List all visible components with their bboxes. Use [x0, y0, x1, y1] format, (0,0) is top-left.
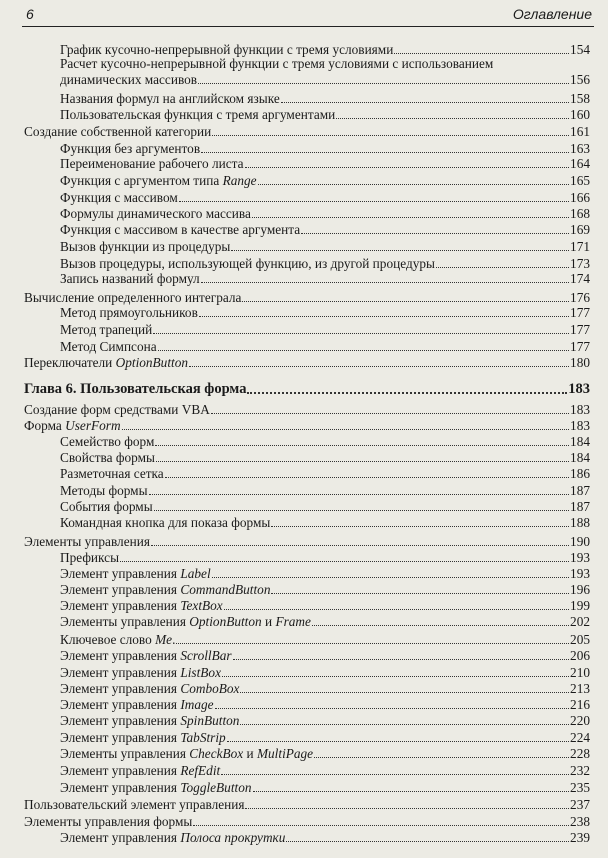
toc-entry-text: Переименование рабочего листа: [60, 156, 244, 171]
toc-entry-label: [60, 746, 313, 761]
running-title: Оглавление: [512, 6, 592, 22]
toc-entry[interactable]: [60, 697, 590, 712]
toc-page-number: 188: [570, 515, 590, 530]
toc-page-number: 168: [570, 206, 590, 221]
dot-leader: [271, 593, 569, 594]
dot-leader: [176, 643, 569, 644]
toc-page-number: 154: [570, 42, 590, 57]
dot-leader: [247, 392, 567, 394]
toc-entry-text: Элемент управления: [60, 582, 181, 597]
toc-entry-label: [60, 550, 119, 565]
toc-entry[interactable]: [60, 632, 590, 647]
toc-entry[interactable]: [60, 763, 590, 778]
dot-leader: [222, 676, 569, 677]
toc-page-number: 177: [570, 322, 590, 337]
toc-entry[interactable]: [60, 271, 590, 286]
toc-entry[interactable]: [60, 598, 590, 613]
toc-page-number: 206: [570, 648, 590, 663]
toc-entry-label: [60, 730, 226, 745]
toc-entry-italic-text: ListBox: [180, 665, 221, 680]
page-number: 6: [26, 6, 34, 22]
toc-entry-label: [60, 173, 257, 188]
toc-entry[interactable]: [60, 483, 590, 498]
toc-entry-label: [60, 239, 230, 254]
toc-entry[interactable]: [60, 713, 590, 728]
toc-entry-text: Семейство форм: [60, 434, 155, 449]
toc-entry-italic-text: SpinButton: [180, 713, 240, 728]
toc-entry-label: [60, 91, 280, 106]
toc-entry[interactable]: [24, 418, 590, 433]
toc-entry-italic-text: ScrollBar: [180, 648, 232, 663]
toc-entry-text: График кусочно-непрерывной функции с тремя условиями: [60, 42, 394, 57]
toc-entry-label: [60, 648, 232, 663]
toc-entry[interactable]: [60, 499, 590, 514]
toc-entry-text: Метод прямоугольников: [60, 305, 198, 320]
toc-entry[interactable]: [24, 290, 590, 305]
toc-page-number: 183: [570, 418, 590, 433]
toc-entry[interactable]: [60, 239, 590, 254]
toc-page-number: 228: [570, 746, 590, 761]
toc-entry-label: [60, 830, 285, 845]
toc-page-number: 176: [570, 290, 590, 305]
toc-entry[interactable]: [60, 515, 590, 530]
toc-page-number: 164: [570, 156, 590, 171]
toc-entry-text: Элементы управления: [24, 534, 150, 549]
toc-entry-text: Функция с аргументом типа: [60, 173, 223, 188]
toc-entry-label: [24, 124, 211, 139]
toc-entry-text: Формулы динамического массива: [60, 206, 251, 221]
toc-entry[interactable]: [24, 534, 590, 549]
toc-entry-italic-text: CheckBox: [189, 746, 244, 761]
toc-page-number: 216: [570, 697, 590, 712]
toc-entry-italic-text: OptionButton: [189, 614, 262, 629]
toc-entry-label: [60, 206, 251, 221]
toc-entry[interactable]: [60, 107, 590, 122]
toc-entry-text: Элементы управления: [60, 746, 190, 761]
toc-page-number: 184: [570, 450, 590, 465]
toc-entry[interactable]: [60, 206, 590, 221]
toc-entry-italic-text: TabStrip: [180, 730, 226, 745]
toc-entry[interactable]: [60, 305, 590, 320]
toc-page-number: 210: [570, 665, 590, 680]
toc-entry[interactable]: [60, 72, 590, 87]
toc-page-number: 220: [570, 713, 590, 728]
toc-page-number: 173: [570, 256, 590, 271]
toc-entry[interactable]: [60, 466, 590, 481]
toc-entry[interactable]: [24, 402, 590, 417]
dot-leader: [201, 282, 569, 283]
dot-leader: [156, 461, 569, 462]
dot-leader: [154, 510, 569, 511]
toc-entry-label: [24, 797, 244, 812]
toc-entry-label: [24, 290, 241, 305]
dot-leader: [245, 167, 570, 168]
dot-leader: [336, 118, 569, 119]
toc-page-number: 196: [570, 582, 590, 597]
toc-entry-text: Создание форм средствами VBA: [24, 402, 210, 417]
toc-page-number: 165: [570, 173, 590, 188]
toc-entry[interactable]: [60, 190, 590, 205]
toc-entry-italic-text: OptionButton: [115, 355, 189, 370]
toc-entry-label: [60, 499, 153, 514]
toc-page-number: 171: [570, 239, 590, 254]
toc-entry[interactable]: [60, 450, 590, 465]
toc-entry-text: Командная кнопка для показа формы: [60, 515, 271, 530]
toc-entry[interactable]: [60, 339, 590, 354]
toc-entry-text: Пользовательский элемент управления: [24, 797, 245, 812]
toc-entry-label: [60, 582, 270, 597]
toc-page-number: 156: [570, 72, 590, 87]
toc-entry-text: Функция без аргументов: [60, 141, 201, 156]
toc-entry-text: Элемент управления: [60, 713, 181, 728]
toc-page-number: 187: [570, 483, 590, 498]
toc-entry-text: Метод трапеций: [60, 322, 153, 337]
dot-leader: [199, 316, 569, 317]
dot-leader: [193, 825, 569, 826]
toc-entry-text: Элемент управления: [60, 598, 181, 613]
toc-entry[interactable]: [60, 434, 590, 449]
toc-page-number: 183: [568, 381, 590, 397]
toc-entry[interactable]: [60, 322, 590, 337]
toc-entry[interactable]: [60, 614, 590, 629]
toc-entry-label: [60, 222, 300, 237]
dot-leader: [240, 692, 569, 693]
toc-entry-text: Разметочная сетка: [60, 466, 164, 481]
toc-page-number: 193: [570, 550, 590, 565]
toc-entry[interactable]: [60, 830, 590, 845]
toc-page-number: 166: [570, 190, 590, 205]
dot-leader: [149, 494, 570, 495]
toc-entry-label: [60, 483, 148, 498]
toc-entry[interactable]: [60, 173, 590, 188]
toc-page-number: 232: [570, 763, 590, 778]
toc-entry-text: События формы: [60, 499, 153, 514]
toc-entry-text: Элемент управления: [60, 697, 181, 712]
toc-entry-text: Элемент управления: [60, 665, 181, 680]
toc-entry-text: Запись названий формул: [60, 271, 200, 286]
toc-entry-label: [60, 665, 221, 680]
toc-entry-italic-text: Range: [222, 173, 257, 188]
dot-leader: [227, 741, 569, 742]
toc-entry-text-tail: .: [172, 632, 176, 647]
dot-leader: [198, 83, 569, 84]
toc-entry-text: Элемент управления: [60, 566, 181, 581]
toc-page-number: 174: [570, 271, 590, 286]
toc-entry-label: [24, 381, 246, 397]
toc-entry-label: [60, 256, 435, 271]
toc-entry-italic-text: ToggleButton: [180, 780, 252, 795]
toc-entry-italic-text: MultiPage: [256, 746, 314, 761]
toc-entry[interactable]: [24, 124, 590, 139]
dot-leader: [151, 545, 569, 546]
toc-entry-italic-text: CommandButton: [180, 582, 271, 597]
dot-leader: [221, 774, 569, 775]
toc-entry-text: Названия формул на английском языке: [60, 91, 280, 106]
toc-entry-text-mid: и: [243, 746, 257, 761]
toc-entry-label: [24, 402, 210, 417]
dot-leader: [314, 757, 569, 758]
toc-page-number: 184: [570, 434, 590, 449]
dot-leader: [201, 152, 569, 153]
toc-entry-label: [60, 434, 154, 449]
toc-entry-italic-text: TextBox: [180, 598, 223, 613]
toc-entry-text: Элемент управления: [60, 763, 181, 778]
toc-entry-italic-text: Полоса прокрутки: [180, 830, 286, 845]
toc-entry[interactable]: [60, 256, 590, 271]
toc-page-number: 177: [570, 305, 590, 320]
toc-entry-label: [60, 339, 157, 354]
dot-leader: [436, 267, 569, 268]
toc-entry[interactable]: [60, 42, 590, 57]
toc-entry-label: [60, 681, 239, 696]
toc-entry[interactable]: [60, 156, 590, 171]
toc-entry-text: Вычисление определенного интеграла: [24, 290, 242, 305]
dot-leader: [281, 102, 569, 103]
dot-leader: [271, 526, 569, 527]
toc-page-number: 224: [570, 730, 590, 745]
dot-leader: [212, 577, 569, 578]
dot-leader: [189, 366, 569, 367]
toc-entry-label: [60, 466, 164, 481]
toc-entry[interactable]: [60, 780, 590, 795]
dot-leader: [179, 201, 569, 202]
toc-page-number: 186: [570, 466, 590, 481]
toc-entry[interactable]: [60, 730, 590, 745]
dot-leader: [258, 184, 569, 185]
toc-entry-text: Методы формы: [60, 483, 148, 498]
toc-entry-label: [60, 322, 152, 337]
toc-entry-text: Элемент управления: [60, 780, 181, 795]
dot-leader: [240, 724, 569, 725]
toc-entry-text: Элемент управления: [60, 830, 181, 845]
toc-page-number: 187: [570, 499, 590, 514]
dot-leader: [252, 217, 569, 218]
toc-entry-italic-text: Frame: [275, 614, 311, 629]
dot-leader: [312, 625, 569, 626]
toc-page-number: 161: [570, 124, 590, 139]
toc-entry[interactable]: [60, 222, 590, 237]
toc-entry-label: [60, 156, 244, 171]
toc-entry-text: Вызов функции из процедуры: [60, 239, 231, 254]
toc-entry-text: Форма: [24, 418, 66, 433]
toc-entry-text: Элементы управления: [60, 614, 190, 629]
toc-entry-label: [60, 305, 198, 320]
toc-entry-label: [60, 697, 214, 712]
toc-page-number: 238: [570, 814, 590, 829]
toc-entry-label: [24, 355, 188, 370]
toc-entry-label: [60, 515, 270, 530]
toc-entry-text-mid: и: [261, 614, 276, 629]
dot-leader: [212, 135, 569, 136]
dot-leader: [165, 477, 569, 478]
toc-entry-text: Префиксы: [60, 550, 120, 565]
toc-entry-text: Элемент управления: [60, 681, 181, 696]
toc-entry-text: Метод Симпсона: [60, 339, 157, 354]
toc-page-number: 237: [570, 797, 590, 812]
toc-page-number: 239: [570, 830, 590, 845]
toc-entry-text: Ключевое слово: [60, 632, 156, 647]
toc-entry[interactable]: [60, 566, 590, 581]
toc-entry-italic-text: Label: [180, 566, 211, 581]
toc-entry-label: [24, 814, 192, 829]
toc-entry-italic-text: ComboBox: [180, 681, 240, 696]
dot-leader: [301, 233, 569, 234]
toc-page-number: 205: [570, 632, 590, 647]
toc-entry-label: [60, 190, 178, 205]
dot-leader: [286, 841, 569, 842]
toc-entry-label: [60, 632, 175, 647]
toc-entry[interactable]: [60, 141, 590, 156]
dot-leader: [158, 350, 569, 351]
toc-entry-label: [60, 72, 197, 87]
dot-leader: [233, 659, 569, 660]
dot-leader: [215, 708, 569, 709]
toc-entry-text: Элементы управления формы: [24, 814, 193, 829]
toc-entry-label: [60, 566, 211, 581]
dot-leader: [211, 413, 569, 414]
toc-entry-label: [60, 780, 252, 795]
toc-entry[interactable]: [60, 746, 590, 761]
toc-entry-label: [60, 598, 223, 613]
dot-leader: [122, 429, 569, 430]
toc-page-number: 190: [570, 534, 590, 549]
dot-leader: [253, 791, 570, 792]
toc-entry[interactable]: [60, 582, 590, 597]
dot-leader: [224, 609, 569, 610]
toc-entry[interactable]: [60, 550, 590, 565]
toc-entry-label: [60, 141, 200, 156]
toc-entry-text: Элемент управления: [60, 648, 181, 663]
toc-page-number: 160: [570, 107, 590, 122]
toc-entry-text: Свойства формы: [60, 450, 155, 465]
toc-entry-text: Переключатели: [24, 355, 116, 370]
toc-entry-text: Элемент управления: [60, 730, 181, 745]
toc-entry-label: [60, 614, 311, 629]
toc-entry-italic-text: Image: [180, 697, 214, 712]
toc-page-number: 193: [570, 566, 590, 581]
toc-page-number: 199: [570, 598, 590, 613]
toc-chapter-entry[interactable]: [24, 381, 590, 397]
toc-entry[interactable]: [24, 355, 590, 370]
toc-entry[interactable]: [60, 91, 590, 106]
dot-leader: [394, 53, 569, 54]
running-header: [22, 4, 594, 27]
toc-entry-italic-text: UserForm: [65, 418, 121, 433]
toc-entry-label: [60, 713, 239, 728]
dot-leader: [120, 561, 569, 562]
toc-page-number: 202: [570, 614, 590, 629]
toc-entry-label: [60, 271, 200, 286]
toc-entry-label: [24, 534, 150, 549]
toc-page-number: 163: [570, 141, 590, 156]
toc-entry-label-line1: Расчет кусочно-непрерывной функции с тремя условиями с использованием: [60, 56, 494, 71]
toc-entry-label: [60, 763, 220, 778]
toc-entry-label: [24, 418, 121, 433]
toc-entry-text: Глава 6. Пользовательская форма: [24, 381, 247, 397]
dot-leader: [231, 250, 569, 251]
toc-page-number: 213: [570, 681, 590, 696]
toc-page-number: 158: [570, 91, 590, 106]
toc-page-number: 235: [570, 780, 590, 795]
toc-entry-italic-text: Me: [155, 632, 173, 647]
toc-entry[interactable]: [60, 681, 590, 696]
toc-entry-text: Создание собственной категории: [24, 124, 212, 139]
toc-page-number: 177: [570, 339, 590, 354]
toc-entry-text: Пользовательская функция с тремя аргументами: [60, 107, 336, 122]
toc-entry-italic-text: RefEdit: [180, 763, 221, 778]
toc-entry-text: Функция с массивом: [60, 190, 178, 205]
toc-entry-text: Вызов процедуры, использующей функцию, из другой процедуры: [60, 256, 435, 271]
toc-entry-text: динамических массивов: [60, 72, 198, 87]
toc-entry-label: [60, 42, 393, 57]
toc-page-number: 183: [570, 402, 590, 417]
dot-leader: [153, 333, 569, 334]
dot-leader: [155, 445, 569, 446]
toc-page-number: 180: [570, 355, 590, 370]
dot-leader: [242, 301, 569, 302]
toc-entry[interactable]: [24, 814, 590, 829]
toc-entry-text: Функция с массивом в качестве аргумента: [60, 222, 301, 237]
toc-page-number: 169: [570, 222, 590, 237]
toc-entry[interactable]: [60, 648, 590, 663]
dot-leader: [245, 808, 569, 809]
toc-entry[interactable]: [60, 665, 590, 680]
toc-entry-label: [60, 450, 155, 465]
toc-entry[interactable]: [24, 797, 590, 812]
toc-entry-label: [60, 107, 335, 122]
